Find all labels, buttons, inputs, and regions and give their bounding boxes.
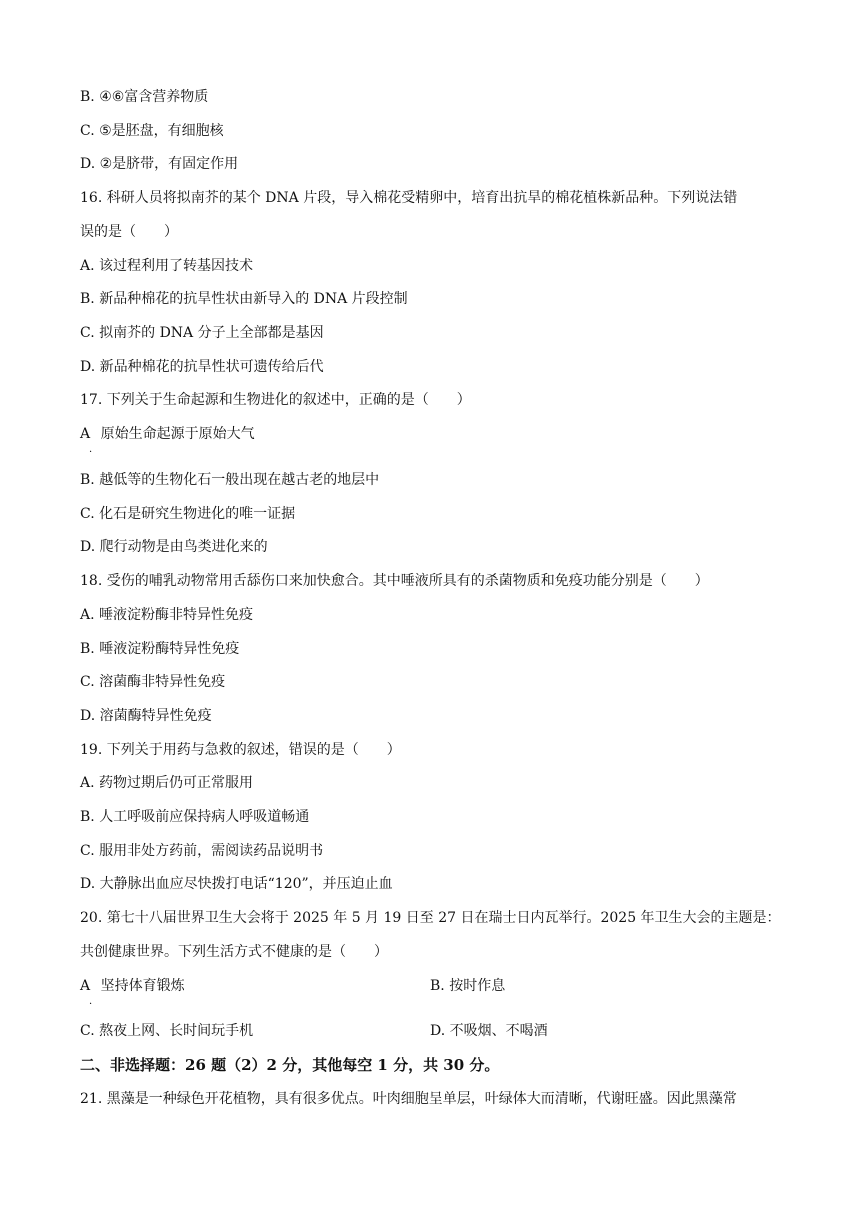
- q17-stem: 17. 下列关于生命起源和生物进化的叙述中，正确的是（ ）: [80, 392, 471, 408]
- q15-option-c: C. ⑤是胚盘，有细胞核: [80, 123, 224, 139]
- q16-option-a: A. 该过程利用了转基因技术: [80, 258, 254, 274]
- q19-option-b: B. 人工呼吸前应保持病人呼吸道畅通: [80, 809, 310, 825]
- q20-option-b: B. 按时作息: [430, 978, 506, 994]
- q19-option-c: C. 服用非处方药前，需阅读药品说明书: [80, 843, 324, 859]
- q16-stem-line-2: 误的是（ ）: [80, 224, 178, 240]
- q16-stem-line-1: 16. 科研人员将拟南芥的某个 DNA 片段，导入棉花受精卵中，培育出抗旱的棉花植株新品种。下列说法错: [80, 190, 738, 206]
- q20-option-d: D. 不吸烟、不喝酒: [430, 1023, 548, 1039]
- q15-option-b: B. ④⑥富含营养物质: [80, 89, 209, 105]
- q17-option-b: B. 越低等的生物化石一般出现在越古老的地层中: [80, 472, 380, 488]
- q21-stem: 21. 黑藻是一种绿色开花植物，具有很多优点。叶肉细胞呈单层，叶绿体大而清晰，代谢旺盛。因此黑藻常: [80, 1091, 737, 1107]
- q20-stem-line-2: 共创健康世界。下列生活方式不健康的是（ ）: [80, 944, 388, 960]
- section-2-heading: 二、非选择题：26 题（2）2 分，其他每空 1 分，共 30 分。: [80, 1056, 500, 1074]
- option-text: 原始生命起源于原始大气: [100, 426, 255, 442]
- q17-option-c: C. 化石是研究生物进化的唯一证据: [80, 506, 296, 522]
- q20-option-a: [80, 976, 185, 1010]
- q18-option-b: B. 唾液淀粉酶特异性免疫: [80, 641, 240, 657]
- q19-option-d: D. 大静脉出血应尽快拨打电话“120”，并压迫止血: [80, 876, 393, 892]
- q19-stem: 19. 下列关于用药与急救的叙述，错误的是（ ）: [80, 742, 401, 758]
- q20-stem-line-1: 20. 第七十八届世界卫生大会将于 2025 年 5 月 19 日至 27 日在瑞士日内瓦举行。2025 年卫生大会的主题是：: [80, 910, 781, 926]
- q18-option-a: A. 唾液淀粉酶非特异性免疫: [80, 607, 254, 623]
- q17-option-d: D. 爬行动物是由鸟类进化来的: [80, 539, 268, 555]
- emphasis-dot: ·: [89, 447, 93, 458]
- emphasis-dot: ·: [89, 999, 93, 1010]
- q18-option-c: C. 溶菌酶非特异性免疫: [80, 674, 226, 690]
- q17-option-a: [80, 424, 255, 458]
- q16-option-c: C. 拟南芥的 DNA 分子上全部都是基因: [80, 325, 324, 341]
- option-letter: A ·: [80, 978, 93, 1010]
- q16-option-d: D. 新品种棉花的抗旱性状可遗传给后代: [80, 359, 324, 375]
- q19-option-a: A. 药物过期后仍可正常服用: [80, 775, 254, 791]
- option-text: 坚持体育锻炼: [100, 978, 185, 994]
- q20-option-c: C. 熬夜上网、长时间玩手机: [80, 1023, 254, 1039]
- q15-option-d: D. ②是脐带，有固定作用: [80, 156, 239, 172]
- q18-option-d: D. 溶菌酶特异性免疫: [80, 708, 212, 724]
- q18-stem: 18. 受伤的哺乳动物常用舌舔伤口来加快愈合。其中唾液所具有的杀菌物质和免疫功能分别是（ ）: [80, 573, 709, 589]
- q16-option-b: B. 新品种棉花的抗旱性状由新导入的 DNA 片段控制: [80, 291, 408, 307]
- option-letter: A ·: [80, 426, 93, 458]
